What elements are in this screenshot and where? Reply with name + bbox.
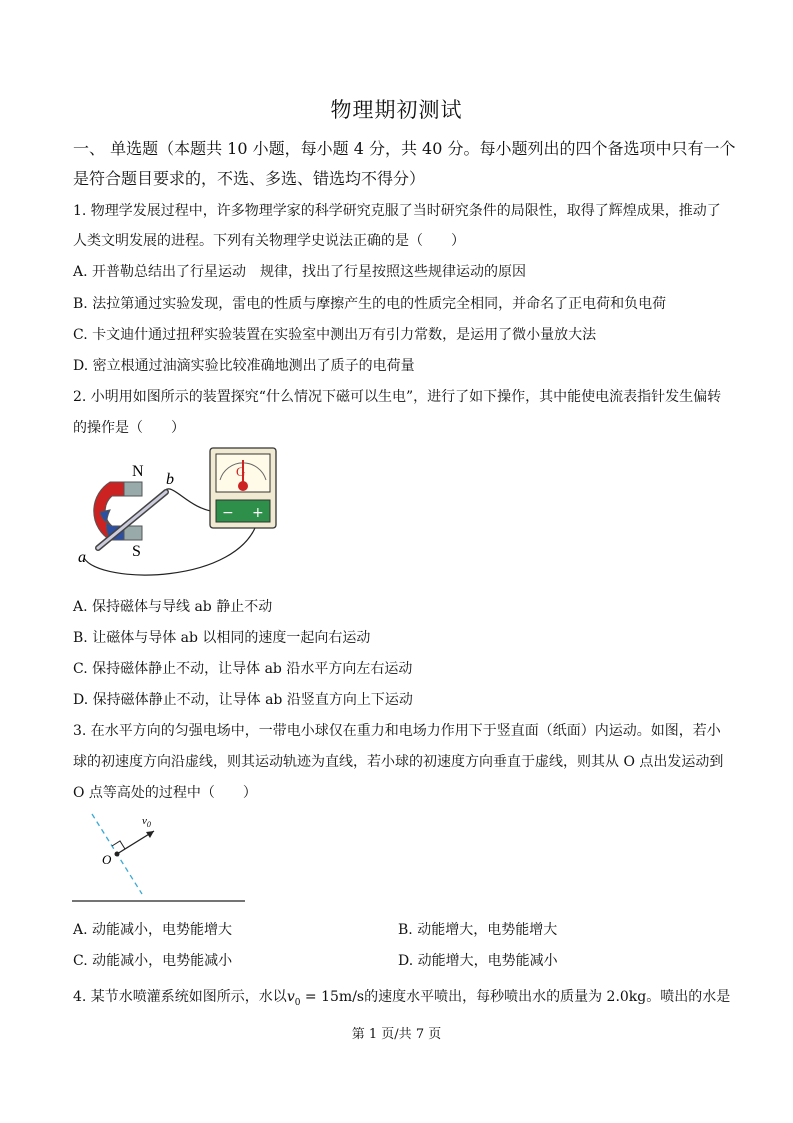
galvanometer — [210, 448, 276, 528]
q4-stem-line1: 4. 某节水喷灌系统如图所示，水以$v_0 = 15m/s$的速度水平喷出，每秒喷出水的质量为 2.0kg。喷出的水是 — [73, 989, 731, 1008]
point-o — [115, 852, 120, 857]
page-title: 物理期初测试 — [330, 98, 463, 122]
q2-option-c: C. 保持磁体静止不动，让导体 ab 沿水平方向左右运动 — [73, 661, 413, 677]
q2-option-a: A. 保持磁体与导线 ab 静止不动 — [73, 599, 273, 615]
point-b-label: b — [166, 471, 174, 488]
q1-option-c: C. 卡文迪什通过扭秤实验装置在实验室中测出万有引力常数，是运用了微小量放大法 — [73, 327, 597, 343]
q2-option-b: B. 让磁体与导体 ab 以相同的速度一起向右运动 — [73, 630, 371, 646]
point-a-label: a — [78, 549, 86, 566]
q2-stem-line1: 2. 小明用如图所示的装置探究“什么情况下磁可以生电”，进行了如下操作，其中能使电流表指针发生偏转 — [73, 389, 722, 405]
galvanometer-g-label: G — [236, 464, 246, 479]
q3-option-c: C. 动能减小，电势能减小 — [73, 953, 233, 969]
section-heading-line1: 一、 单选题（本题共 10 小题，每小题 4 分，共 40 分。每小题列出的四个备选项中只有一个 — [73, 139, 736, 158]
right-angle-mark — [112, 841, 125, 849]
q2-stem-line2: 的操作是（ ） — [73, 420, 185, 436]
q1-stem-line2: 人类文明发展的进程。下列有关物理学史说法正确的是（ ） — [73, 233, 465, 249]
q2-option-d: D. 保持磁体静止不动，让导体 ab 沿竖直方向上下运动 — [73, 692, 413, 708]
pole-n-label: N — [132, 463, 144, 480]
q3-figure-field — [70, 808, 260, 908]
q3-option-d: D. 动能增大，电势能减小 — [398, 953, 558, 969]
q3-option-a: A. 动能减小，电势能增大 — [73, 922, 233, 938]
point-o-label: O — [102, 852, 112, 867]
terminal-minus: − — [222, 505, 234, 521]
q1-option-d: D. 密立根通过油滴实验比较准确地测出了质子的电荷量 — [73, 358, 415, 374]
q3-option-b: B. 动能增大，电势能增大 — [398, 922, 558, 938]
q1-option-b: B. 法拉第通过实验发现，雷电的性质与摩擦产生的电的性质完全相同，并命名了正电荷和负电荷 — [73, 296, 667, 312]
page-footer: 第 1 页/共 7 页 — [351, 1027, 442, 1042]
q3-stem-line3: O 点等高处的过程中（ ） — [73, 785, 257, 801]
q3-stem-line1: 3. 在水平方向的匀强电场中，一带电小球仅在重力和电场力作用下于竖直面（纸面）内运动。如图，若小 — [73, 723, 721, 739]
section-heading-line2: 是符合题目要求的，不选、多选、错选均不得分） — [73, 169, 426, 188]
q1-stem-line1: 1. 物理学发展过程中，许多物理学家的科学研究克服了当时研究条件的局限性，取得了辉煌成果，推动了 — [73, 203, 721, 219]
q1-option-a: A. 开普勒总结出了行星运动 规律，找出了行星按照这些规律运动的原因 — [73, 264, 527, 280]
q2-figure-induction — [70, 440, 290, 590]
v0-label: $v_0$ — [142, 815, 151, 829]
q3-stem-line2: 球的初速度方向沿虚线，则其运动轨迹为直线，若小球的初速度方向垂直于虚线，则其从 O 点出发运动到 — [73, 754, 724, 770]
terminal-plus: + — [252, 505, 264, 521]
pole-s-label: S — [132, 543, 141, 560]
